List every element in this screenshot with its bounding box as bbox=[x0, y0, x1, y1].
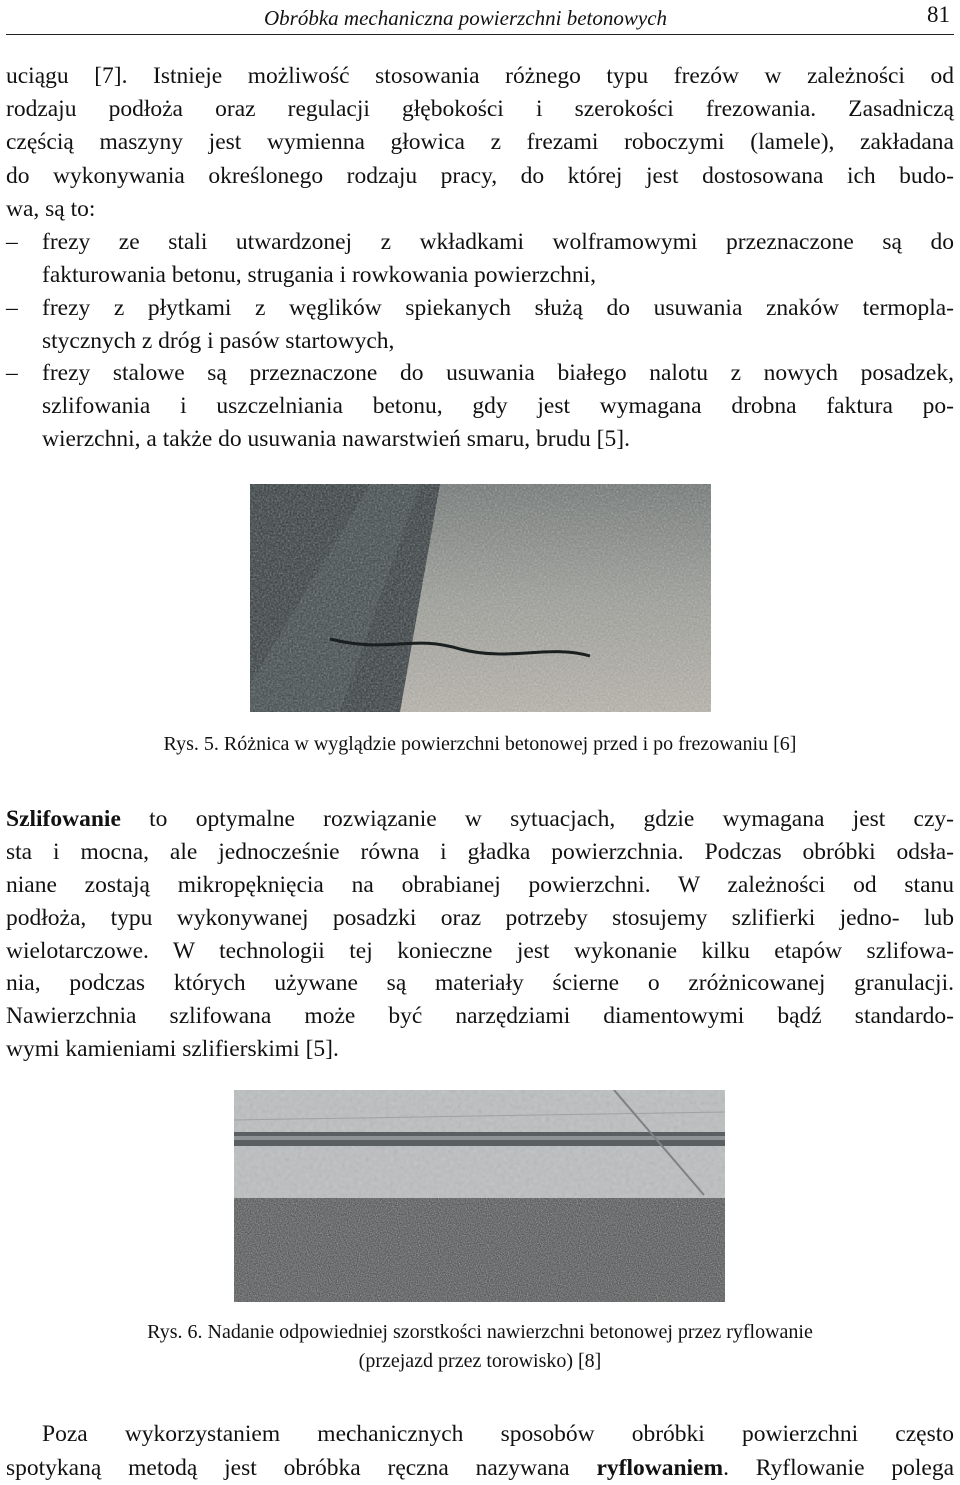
figure-caption: (przejazd przez torowisko) [8] bbox=[358, 1350, 602, 1372]
paragraph-line: uciągu [7]. Istnieje możliwość stosowania różnego typu frezów w zależności od bbox=[6, 63, 954, 89]
paragraph-line: sta i mocna, ale jednocześnie równa i gładka powierzchnia. Podczas obróbki odsła- bbox=[6, 839, 954, 865]
figure-caption: Rys. 5. Różnica w wyglądzie powierzchni betonowej przed i po frezowaniu [6] bbox=[163, 733, 797, 755]
term-szlifowanie: Szlifowanie bbox=[6, 806, 121, 832]
running-header bbox=[6, 2, 954, 35]
list-item-line: szlifowania i uszczelniania betonu, gdy jest wymagana drobna faktura po- bbox=[42, 393, 954, 419]
list-dash: – bbox=[6, 295, 18, 321]
list-item-line: wierzchni, a także do usuwania nawarstwień smaru, brudu [5]. bbox=[42, 426, 630, 452]
paragraph-line: wymi kamieniami szlifierskimi [5]. bbox=[6, 1036, 339, 1062]
paragraph-line: Szlifowanie to optymalne rozwiązanie w sytuacjach, gdzie wymagana jest czy- bbox=[6, 806, 954, 832]
figure-caption: Rys. 6. Nadanie odpowiedniej szorstkości nawierzchni betonowej przez ryflowanie bbox=[147, 1321, 813, 1343]
paragraph-line: częścią maszyny jest wymienna głowica z frezami roboczymi (lamele), zakładana bbox=[6, 129, 954, 155]
figure-milled-surface-photo bbox=[250, 484, 711, 712]
list-item-line: frezy ze stali utwardzonej z wkładkami wolframowymi przeznaczone są do bbox=[42, 229, 954, 255]
list-item-line: fakturowania betonu, strugania i rowkowania powierzchni, bbox=[42, 262, 597, 288]
paragraph-line: niane zostają mikropęknięcia na obrabianej powierzchni. W zależności od stanu bbox=[6, 872, 954, 898]
page-number: 81 bbox=[927, 2, 950, 27]
paragraph-line: wa, są to: bbox=[6, 196, 96, 222]
list-dash: – bbox=[6, 229, 18, 255]
paragraph-line: do wykonywania określonego rodzaju pracy, do której jest dostosowana ich budo- bbox=[6, 163, 954, 189]
paragraph-line: podłoża, typu wykonywanej posadzki oraz potrzeby stosujemy szlifierki jedno- lub bbox=[6, 905, 954, 931]
paragraph-line: Nawierzchnia szlifowana może być narzędziami diamentowymi bądź standardo- bbox=[6, 1003, 954, 1029]
figure-grooved-surface-photo bbox=[234, 1090, 725, 1302]
paragraph-line: nia, podczas których używane są materiały ścierne o zróżnicowanej granulacji. bbox=[6, 970, 954, 996]
term-ryflowanie: ryflowaniem bbox=[596, 1455, 724, 1481]
list-item-line: frezy stalowe są przeznaczone do usuwania białego nalotu z nowych posadzek, bbox=[42, 360, 954, 386]
list-item-line: frezy z płytkami z węglików spiekanych służą do usuwania znaków termopla- bbox=[42, 295, 954, 321]
list-dash: – bbox=[6, 360, 18, 386]
paragraph-line: spotykaną metodą jest obróbka ręczna nazywana ryflowaniem. Ryflowanie polega bbox=[6, 1455, 954, 1481]
paragraph-line: wielotarczowe. W technologii tej konieczne jest wykonanie kilku etapów szlifowa- bbox=[6, 938, 954, 964]
list-item-line: stycznych z dróg i pasów startowych, bbox=[42, 328, 395, 354]
paragraph-line: rodzaju podłoża oraz regulacji głębokości i szerokości frezowania. Zasadniczą bbox=[6, 96, 954, 122]
paragraph-line: Poza wykorzystaniem mechanicznych sposobów obróbki powierzchni często bbox=[42, 1421, 954, 1447]
running-title: Obróbka mechaniczna powierzchni betonowych bbox=[264, 6, 668, 30]
